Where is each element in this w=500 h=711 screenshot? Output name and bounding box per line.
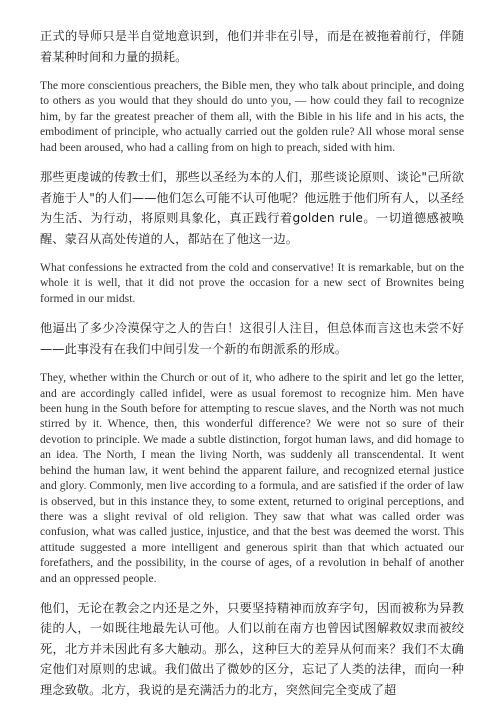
paragraph-zh-1: 正式的导师只是半自觉地意识到，他们并非在引导，而是在被拖着前行，伴随着某种时间和力量的损耗。 [40, 29, 464, 64]
document-page [40, 26, 464, 711]
paragraph-zh-4: 他们，无论在教会之内还是之外，只要坚持精神而放弃字句，因而被称为异教徒的人，一如既往地最先认可他。人们以前在南方也曾因试图解救奴隶而被绞死，北方并未因此有多大触动。那么，这种巨大的差异从何而来？我们不太确定他们对原则的忠诚。我们做出了微妙的区分，忘记了人类的法律，而向一种理念致敬。北方，我说的是充满活力的北方，突然间完全变成了超 [40, 600, 464, 697]
paragraph-en-2: What confessions he extracted from the cold and conservative! It is remarkable, but on the whole it is well, that it did not prove the occasion for a new sect of Brownites being formed in our midst. [40, 261, 464, 305]
paragraph-zh-2: 那些更虔诚的传教士们，那些以圣经为本的人们，那些谈论原则、谈论"己所欲者施于人"的人们——他们怎么可能不认可他呢？他远胜于他们所有人，以圣经为生活、为行动，将原则具象化，真正践行着golden rule。一切道德感被唤醒、蒙召从高处传道的人，都站在了他这一边。 [40, 170, 464, 246]
paragraph-zh-3: 他逼出了多少冷漠保守之人的告白！这很引人注目，但总体而言这也未尝不好——此事没有在我们中间引发一个新的布朗派系的形成。 [40, 321, 464, 356]
paragraph-en-1: The more conscientious preachers, the Bible men, they who talk about principle, and doing to others as you would that they should do unto you, — how could they fail to recognize him, by far the greatest preacher of them all, with the Bible in his life and in his acts, the embodiment of principle, who actually carried out the golden rule? All whose moral sense had been aroused, who had a calling from on high to preach, sided with him. [40, 79, 464, 154]
paragraph-en-3: They, whether within the Church or out of it, who adhere to the spirit and let go the letter, and are accordingly called infidel, were as usual foremost to recognize him. Men have been hung in the South before for attempting to rescue slaves, and the North was not much stirred by it. Whence, then, this wonderful difference? We were not so sure of their devotion to principle. We made a subtle distinction, forgot human laws, and did homage to an idea. The North, I mean the living North, was suddenly all transcendental. It went behind the human law, it went behind the apparent failure, and recognized eternal justice and glory. Commonly, men live according to a formula, and are satisfied if the order of law is observed, but in this instance they, to some extent, returned to original perceptions, and there was a slight revival of old religion. They saw that what was called order was confusion, what was called justice, injustice, and that the best was deemed the worst. This attitude suggested a more intelligent and generous spirit than that which actuated our forefathers, and the possibility, in the course of ages, of a revolution in behalf of another and an oppressed people. [40, 371, 464, 585]
